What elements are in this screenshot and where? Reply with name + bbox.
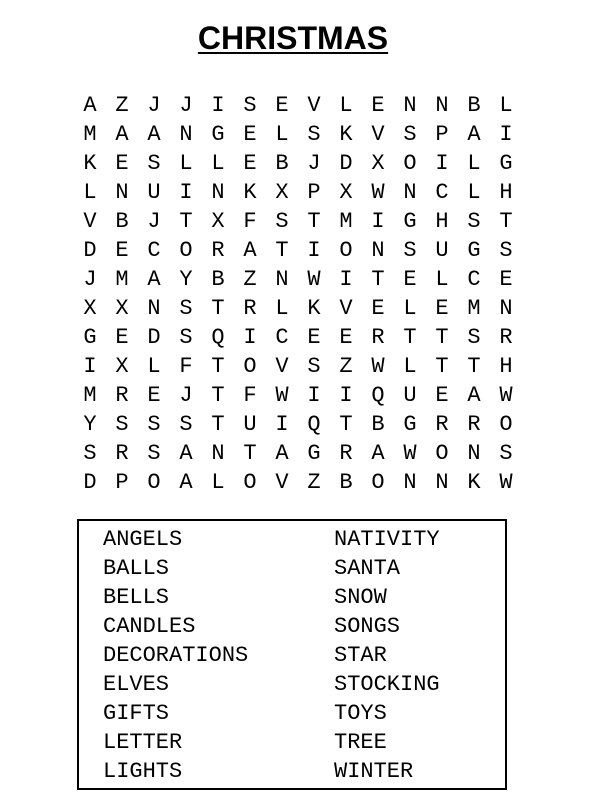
grid-letter: W bbox=[371, 180, 385, 205]
grid-letter: T bbox=[435, 354, 449, 379]
grid-letter: E bbox=[243, 151, 257, 176]
grid-letter: C bbox=[435, 180, 449, 205]
grid-letter: I bbox=[307, 238, 321, 263]
grid-letter: P bbox=[435, 122, 449, 147]
grid-letter: E bbox=[403, 267, 417, 292]
grid-letter: B bbox=[467, 93, 481, 118]
grid-letter: L bbox=[499, 93, 513, 118]
grid-letter: J bbox=[179, 93, 193, 118]
word-list-item: SONGS bbox=[334, 614, 401, 639]
word-list-item: ANGELS bbox=[103, 527, 183, 552]
grid-letter: N bbox=[147, 296, 161, 321]
grid-letter: M bbox=[83, 122, 97, 147]
grid-letter: I bbox=[179, 180, 193, 205]
grid-letter: G bbox=[307, 441, 321, 466]
grid-letter: W bbox=[403, 441, 417, 466]
grid-letter: N bbox=[115, 180, 129, 205]
grid-letter: E bbox=[243, 122, 257, 147]
word-list-item: LIGHTS bbox=[103, 759, 183, 784]
grid-letter: O bbox=[243, 470, 257, 495]
grid-letter: W bbox=[499, 470, 513, 495]
grid-letter: L bbox=[403, 296, 417, 321]
grid-letter: T bbox=[211, 354, 225, 379]
grid-letter: A bbox=[467, 383, 481, 408]
grid-letter: P bbox=[307, 180, 321, 205]
grid-letter: T bbox=[339, 412, 353, 437]
grid-letter: D bbox=[339, 151, 353, 176]
word-list-box bbox=[77, 519, 507, 790]
grid-letter: J bbox=[147, 209, 161, 234]
grid-letter: N bbox=[211, 441, 225, 466]
grid-letter: X bbox=[371, 151, 385, 176]
grid-letter: L bbox=[467, 180, 481, 205]
grid-letter: E bbox=[371, 93, 385, 118]
grid-letter: T bbox=[307, 209, 321, 234]
grid-letter: L bbox=[339, 93, 353, 118]
grid-letter: Y bbox=[83, 412, 97, 437]
grid-letter: J bbox=[179, 383, 193, 408]
grid-letter: E bbox=[115, 238, 129, 263]
grid-letter: N bbox=[211, 180, 225, 205]
grid-letter: G bbox=[211, 122, 225, 147]
grid-letter: G bbox=[403, 209, 417, 234]
grid-letter: H bbox=[499, 180, 513, 205]
grid-letter: K bbox=[339, 122, 353, 147]
grid-letter: N bbox=[403, 93, 417, 118]
grid-letter: A bbox=[179, 441, 193, 466]
grid-letter: A bbox=[115, 122, 129, 147]
grid-letter: G bbox=[403, 412, 417, 437]
grid-letter: S bbox=[403, 122, 417, 147]
word-list-item: SNOW bbox=[334, 585, 387, 610]
grid-letter: N bbox=[403, 470, 417, 495]
grid-letter: O bbox=[243, 354, 257, 379]
word-list-item: WINTER bbox=[334, 759, 414, 784]
grid-letter: N bbox=[403, 180, 417, 205]
grid-letter: J bbox=[307, 151, 321, 176]
grid-letter: S bbox=[403, 238, 417, 263]
grid-letter: R bbox=[115, 383, 129, 408]
grid-letter: S bbox=[467, 325, 481, 350]
grid-letter: X bbox=[83, 296, 97, 321]
grid-letter: M bbox=[83, 383, 97, 408]
grid-letter: K bbox=[83, 151, 97, 176]
grid-letter: S bbox=[147, 412, 161, 437]
grid-letter: Z bbox=[307, 470, 321, 495]
grid-letter: G bbox=[467, 238, 481, 263]
grid-letter: T bbox=[467, 354, 481, 379]
grid-letter: S bbox=[179, 412, 193, 437]
grid-letter: V bbox=[275, 470, 289, 495]
grid-letter: K bbox=[307, 296, 321, 321]
grid-letter: S bbox=[243, 93, 257, 118]
grid-letter: O bbox=[371, 470, 385, 495]
word-list-item: TOYS bbox=[334, 701, 387, 726]
grid-letter: W bbox=[307, 267, 321, 292]
grid-letter: I bbox=[211, 93, 225, 118]
grid-letter: A bbox=[83, 93, 97, 118]
grid-letter: C bbox=[275, 325, 289, 350]
grid-letter: Z bbox=[339, 354, 353, 379]
grid-letter: S bbox=[275, 209, 289, 234]
grid-letter: V bbox=[83, 209, 97, 234]
grid-letter: F bbox=[243, 209, 257, 234]
grid-letter: O bbox=[179, 238, 193, 263]
grid-letter: N bbox=[467, 441, 481, 466]
grid-letter: F bbox=[179, 354, 193, 379]
grid-letter: S bbox=[147, 151, 161, 176]
grid-letter: V bbox=[339, 296, 353, 321]
grid-letter: U bbox=[435, 238, 449, 263]
grid-letter: U bbox=[403, 383, 417, 408]
page-title bbox=[0, 18, 586, 58]
word-list-item: LETTER bbox=[103, 730, 183, 755]
grid-row bbox=[74, 410, 522, 439]
grid-letter: R bbox=[211, 238, 225, 263]
grid-row bbox=[74, 91, 522, 120]
grid-letter: G bbox=[83, 325, 97, 350]
grid-letter: E bbox=[435, 383, 449, 408]
page-title-text: CHRISTMAS bbox=[197, 20, 389, 56]
grid-letter: H bbox=[499, 354, 513, 379]
grid-letter: X bbox=[115, 354, 129, 379]
grid-letter: E bbox=[371, 296, 385, 321]
grid-letter: R bbox=[115, 441, 129, 466]
grid-letter: K bbox=[243, 180, 257, 205]
grid-letter: M bbox=[339, 209, 353, 234]
grid-row bbox=[74, 381, 522, 410]
grid-letter: C bbox=[467, 267, 481, 292]
grid-letter: X bbox=[211, 209, 225, 234]
grid-letter: O bbox=[435, 441, 449, 466]
grid-row bbox=[74, 120, 522, 149]
grid-letter: L bbox=[275, 122, 289, 147]
grid-letter: L bbox=[275, 296, 289, 321]
grid-letter: S bbox=[307, 122, 321, 147]
grid-row bbox=[74, 178, 522, 207]
grid-letter: E bbox=[435, 296, 449, 321]
grid-letter: I bbox=[435, 151, 449, 176]
grid-row bbox=[74, 149, 522, 178]
grid-letter: T bbox=[275, 238, 289, 263]
grid-letter: I bbox=[83, 354, 97, 379]
word-list-item: SANTA bbox=[334, 556, 401, 581]
grid-letter: T bbox=[499, 209, 513, 234]
word-list-item: DECORATIONS bbox=[103, 643, 249, 668]
grid-letter: U bbox=[243, 412, 257, 437]
grid-letter: J bbox=[147, 93, 161, 118]
grid-letter: S bbox=[307, 354, 321, 379]
grid-letter: Q bbox=[307, 412, 321, 437]
grid-letter: S bbox=[499, 238, 513, 263]
grid-letter: E bbox=[339, 325, 353, 350]
grid-letter: I bbox=[275, 412, 289, 437]
grid-letter: N bbox=[371, 238, 385, 263]
word-list-left-column bbox=[103, 525, 248, 786]
grid-letter: N bbox=[499, 296, 513, 321]
grid-letter: R bbox=[499, 325, 513, 350]
grid-letter: W bbox=[371, 354, 385, 379]
grid-letter: O bbox=[147, 470, 161, 495]
grid-row bbox=[74, 236, 522, 265]
grid-letter: J bbox=[83, 267, 97, 292]
word-list-item: NATIVITY bbox=[334, 527, 440, 552]
grid-letter: E bbox=[275, 93, 289, 118]
word-list-item: BELLS bbox=[103, 585, 170, 610]
grid-letter: D bbox=[147, 325, 161, 350]
grid-letter: O bbox=[499, 412, 513, 437]
word-list-item: TREE bbox=[334, 730, 387, 755]
grid-letter: V bbox=[371, 122, 385, 147]
letter-grid bbox=[74, 91, 522, 497]
grid-letter: A bbox=[147, 122, 161, 147]
grid-letter: R bbox=[435, 412, 449, 437]
grid-letter: Z bbox=[115, 93, 129, 118]
grid-letter: Y bbox=[179, 267, 193, 292]
grid-letter: I bbox=[339, 383, 353, 408]
grid-letter: S bbox=[467, 209, 481, 234]
grid-letter: V bbox=[307, 93, 321, 118]
word-list-item: STAR bbox=[334, 643, 387, 668]
grid-letter: L bbox=[83, 180, 97, 205]
grid-letter: I bbox=[339, 267, 353, 292]
grid-letter: P bbox=[115, 470, 129, 495]
grid-letter: B bbox=[371, 412, 385, 437]
grid-letter: I bbox=[307, 383, 321, 408]
grid-letter: A bbox=[243, 238, 257, 263]
grid-letter: R bbox=[243, 296, 257, 321]
grid-letter: E bbox=[307, 325, 321, 350]
grid-letter: T bbox=[211, 383, 225, 408]
grid-letter: W bbox=[275, 383, 289, 408]
grid-letter: L bbox=[147, 354, 161, 379]
grid-letter: V bbox=[275, 354, 289, 379]
grid-letter: W bbox=[499, 383, 513, 408]
grid-letter: A bbox=[371, 441, 385, 466]
word-list-right-column bbox=[334, 525, 440, 786]
grid-row bbox=[74, 265, 522, 294]
grid-letter: L bbox=[211, 470, 225, 495]
grid-letter: X bbox=[275, 180, 289, 205]
word-list-item: ELVES bbox=[103, 672, 170, 697]
grid-row bbox=[74, 468, 522, 497]
grid-row bbox=[74, 323, 522, 352]
grid-letter: S bbox=[179, 325, 193, 350]
grid-letter: Z bbox=[243, 267, 257, 292]
grid-letter: L bbox=[179, 151, 193, 176]
grid-letter: N bbox=[435, 470, 449, 495]
grid-letter: B bbox=[115, 209, 129, 234]
grid-letter: E bbox=[147, 383, 161, 408]
grid-letter: L bbox=[211, 151, 225, 176]
grid-letter: E bbox=[115, 325, 129, 350]
grid-letter: S bbox=[83, 441, 97, 466]
grid-letter: T bbox=[435, 325, 449, 350]
grid-letter: C bbox=[147, 238, 161, 263]
grid-letter: I bbox=[243, 325, 257, 350]
grid-letter: T bbox=[211, 296, 225, 321]
grid-letter: D bbox=[83, 470, 97, 495]
grid-letter: L bbox=[403, 354, 417, 379]
grid-letter: B bbox=[275, 151, 289, 176]
grid-letter: I bbox=[371, 209, 385, 234]
grid-letter: Q bbox=[211, 325, 225, 350]
grid-letter: S bbox=[179, 296, 193, 321]
grid-letter: E bbox=[115, 151, 129, 176]
grid-letter: S bbox=[147, 441, 161, 466]
grid-letter: T bbox=[403, 325, 417, 350]
grid-letter: N bbox=[435, 93, 449, 118]
grid-letter: N bbox=[179, 122, 193, 147]
word-list-item: STOCKING bbox=[334, 672, 440, 697]
grid-letter: A bbox=[147, 267, 161, 292]
grid-row bbox=[74, 294, 522, 323]
grid-letter: R bbox=[467, 412, 481, 437]
grid-letter: I bbox=[499, 122, 513, 147]
grid-letter: K bbox=[467, 470, 481, 495]
grid-row bbox=[74, 207, 522, 236]
grid-letter: M bbox=[467, 296, 481, 321]
grid-letter: A bbox=[179, 470, 193, 495]
grid-row bbox=[74, 439, 522, 468]
grid-letter: D bbox=[83, 238, 97, 263]
grid-letter: T bbox=[243, 441, 257, 466]
grid-letter: L bbox=[435, 267, 449, 292]
grid-letter: L bbox=[467, 151, 481, 176]
word-list-item: BALLS bbox=[103, 556, 170, 581]
grid-letter: M bbox=[115, 267, 129, 292]
grid-letter: T bbox=[179, 209, 193, 234]
grid-letter: A bbox=[467, 122, 481, 147]
grid-letter: G bbox=[499, 151, 513, 176]
grid-letter: R bbox=[339, 441, 353, 466]
grid-letter: X bbox=[115, 296, 129, 321]
word-list-item: GIFTS bbox=[103, 701, 170, 726]
grid-letter: U bbox=[147, 180, 161, 205]
grid-letter: S bbox=[115, 412, 129, 437]
grid-letter: X bbox=[339, 180, 353, 205]
grid-letter: T bbox=[371, 267, 385, 292]
grid-letter: R bbox=[371, 325, 385, 350]
grid-letter: N bbox=[275, 267, 289, 292]
grid-letter: A bbox=[275, 441, 289, 466]
grid-letter: F bbox=[243, 383, 257, 408]
grid-letter: H bbox=[435, 209, 449, 234]
grid-letter: T bbox=[211, 412, 225, 437]
grid-letter: S bbox=[499, 441, 513, 466]
word-list-item: CANDLES bbox=[103, 614, 196, 639]
grid-letter: O bbox=[339, 238, 353, 263]
grid-letter: Q bbox=[371, 383, 385, 408]
grid-letter: B bbox=[211, 267, 225, 292]
grid-letter: O bbox=[403, 151, 417, 176]
grid-letter: E bbox=[499, 267, 513, 292]
grid-row bbox=[74, 352, 522, 381]
grid-letter: B bbox=[339, 470, 353, 495]
